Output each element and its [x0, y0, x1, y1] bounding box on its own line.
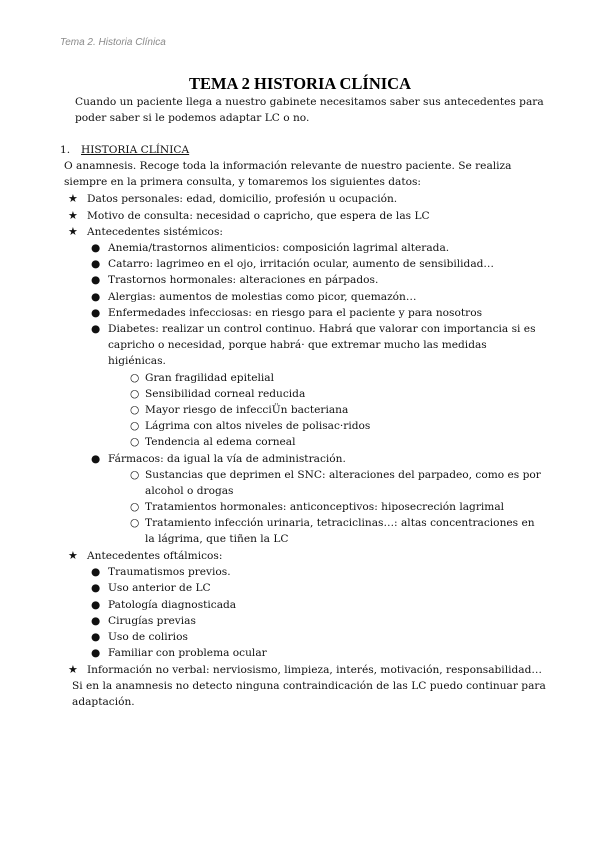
star-bullet-icon: ★: [68, 209, 78, 222]
list-item: Tratamiento infección urinaria, tetraciclinas…: altas concentraciones en: [145, 517, 535, 529]
list-item-continued: higiénicas.: [108, 355, 166, 367]
list-item: Familiar con problema ocular: [108, 647, 267, 659]
star-bullet-icon: ★: [68, 225, 78, 238]
page-title: TEMA 2 HISTORIA CLÍNICA: [188, 74, 412, 93]
circle-bullet-icon: ○: [130, 501, 140, 513]
running-header: Tema 2. Historia Clínica: [60, 37, 166, 48]
list-item-continued: alcohol o drogas: [145, 485, 234, 497]
list-item: Antecedentes oftálmicos:: [87, 550, 223, 562]
section-number: 1.: [60, 144, 71, 156]
list-item: Fármacos: da igual la vía de administración.: [108, 453, 346, 465]
dot-bullet-icon: ●: [91, 453, 101, 465]
list-item: Alergias: aumentos de molestias como picor, quemazón…: [108, 291, 417, 303]
dot-bullet-icon: ●: [91, 307, 101, 319]
intro-line-2: poder saber si le podemos adaptar LC o no.: [75, 112, 310, 124]
list-item-continued: capricho o necesidad, porque habrá· que extremar mucho las medidas: [108, 339, 487, 351]
intro-line-1: Cuando un paciente llega a nuestro gabinete necesitamos saber sus antecedentes para: [75, 96, 544, 108]
circle-bullet-icon: ○: [130, 404, 140, 416]
circle-bullet-icon: ○: [130, 388, 140, 400]
list-item: Uso anterior de LC: [108, 582, 211, 594]
list-item: Cirugías previas: [108, 615, 196, 627]
list-item: Sustancias que deprimen el SNC: alteraciones del parpadeo, como es por: [145, 469, 541, 481]
dot-bullet-icon: ●: [91, 274, 101, 286]
dot-bullet-icon: ●: [91, 599, 101, 611]
dot-bullet-icon: ●: [91, 291, 101, 303]
list-item: Motivo de consulta: necesidad o capricho, que espera de las LC: [87, 210, 430, 222]
list-item-continued: la lágrima, que tiñen la LC: [145, 533, 289, 545]
list-item: Traumatismos previos.: [108, 566, 231, 578]
conclusion-line-1: Si en la anamnesis no detecto ninguna contraindicación de las LC puedo continuar para: [72, 680, 546, 692]
list-item: Tratamientos hormonales: anticonceptivos: hiposecreción lagrimal: [145, 501, 505, 513]
anamnesis-line-2: siempre en la primera consulta, y tomaremos los siguientes datos:: [64, 176, 421, 188]
anamnesis-line-1: O anamnesis. Recoge toda la información relevante de nuestro paciente. Se realiza: [64, 160, 512, 172]
dot-bullet-icon: ●: [91, 242, 101, 254]
dot-bullet-icon: ●: [91, 582, 101, 594]
list-item: Trastornos hormonales: alteraciones en párpados.: [108, 274, 379, 286]
list-item: Gran fragilidad epitelial: [145, 372, 274, 384]
circle-bullet-icon: ○: [130, 436, 140, 448]
circle-bullet-icon: ○: [130, 517, 140, 529]
dot-bullet-icon: ●: [91, 615, 101, 627]
list-item: Tendencia al edema corneal: [145, 436, 296, 448]
circle-bullet-icon: ○: [130, 420, 140, 432]
list-item: Información no verbal: nerviosismo, limpieza, interés, motivación, responsabilidad…: [87, 664, 542, 676]
dot-bullet-icon: ●: [91, 631, 101, 643]
section-heading: HISTORIA CLÍNICA: [81, 144, 190, 156]
list-item: Anemia/trastornos alimenticios: composición lagrimal alterada.: [108, 242, 450, 254]
star-bullet-icon: ★: [68, 549, 78, 562]
list-item: Patología diagnosticada: [108, 599, 237, 611]
list-item: Datos personales: edad, domicilio, profesión u ocupación.: [87, 193, 398, 205]
list-item: Antecedentes sistémicos:: [87, 226, 223, 238]
list-item: Sensibilidad corneal reducida: [145, 388, 306, 400]
dot-bullet-icon: ●: [91, 258, 101, 270]
list-item: Uso de colirios: [108, 631, 188, 643]
list-item: Diabetes: realizar un control continuo. Habrá que valorar con importancia si es: [108, 323, 536, 335]
circle-bullet-icon: ○: [130, 372, 140, 384]
circle-bullet-icon: ○: [130, 469, 140, 481]
list-item: Catarro: lagrimeo en el ojo, irritación ocular, aumento de sensibilidad…: [108, 258, 495, 270]
list-item: Enfermedades infecciosas: en riesgo para el paciente y para nosotros: [108, 307, 483, 319]
dot-bullet-icon: ●: [91, 647, 101, 659]
list-item: Lágrima con altos niveles de polisac·ridos: [145, 420, 371, 432]
star-bullet-icon: ★: [68, 663, 78, 676]
list-item: Mayor riesgo de infecciÜn bacteriana: [145, 404, 349, 416]
star-bullet-icon: ★: [68, 192, 78, 205]
conclusion-line-2: adaptación.: [72, 696, 135, 708]
dot-bullet-icon: ●: [91, 566, 101, 578]
dot-bullet-icon: ●: [91, 323, 101, 335]
